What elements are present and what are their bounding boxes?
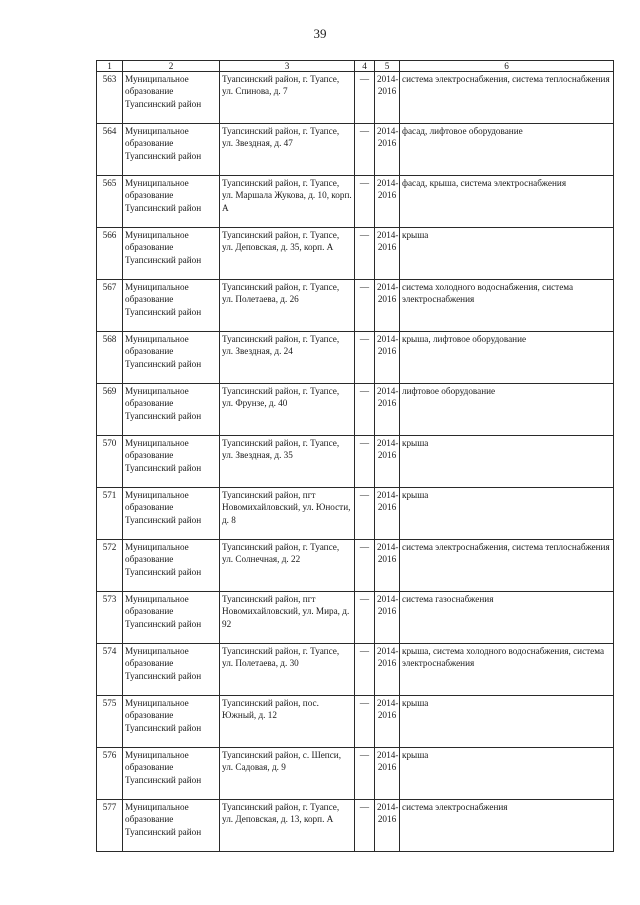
dash-cell: — [355, 540, 375, 592]
municipality-cell: Муниципальное образование Туапсинский район [123, 800, 220, 852]
municipality-cell: Муниципальное образование Туапсинский район [123, 488, 220, 540]
period-cell: 2014-2016 [375, 228, 400, 280]
housing-repair-table [96, 60, 614, 852]
works-cell: крыша [400, 488, 614, 540]
municipality-cell: Муниципальное образование Туапсинский район [123, 280, 220, 332]
row-number: 576 [97, 748, 123, 800]
dash-cell: — [355, 280, 375, 332]
works-cell: лифтовое оборудование [400, 384, 614, 436]
works-cell: система холодного водоснабжения, система электроснабжения [400, 280, 614, 332]
dash-cell: — [355, 228, 375, 280]
column-header: 2 [123, 61, 220, 72]
address-cell: Туапсинский район, пгт Новомихайловский, ул. Мира, д. 92 [220, 592, 355, 644]
table-row [97, 644, 614, 696]
table-body [97, 72, 614, 852]
period-cell: 2014-2016 [375, 644, 400, 696]
municipality-cell: Муниципальное образование Туапсинский район [123, 436, 220, 488]
municipality-cell: Муниципальное образование Туапсинский район [123, 384, 220, 436]
address-cell: Туапсинский район, г. Туапсе, ул. Спинова, д. 7 [220, 72, 355, 124]
period-cell: 2014-2016 [375, 280, 400, 332]
dash-cell: — [355, 592, 375, 644]
address-cell: Туапсинский район, г. Туапсе, ул. Деповская, д. 13, корп. А [220, 800, 355, 852]
column-header: 3 [220, 61, 355, 72]
works-cell: фасад, лифтовое оборудование [400, 124, 614, 176]
row-number: 572 [97, 540, 123, 592]
table-row [97, 72, 614, 124]
works-cell: крыша [400, 436, 614, 488]
table-row [97, 540, 614, 592]
municipality-cell: Муниципальное образование Туапсинский район [123, 124, 220, 176]
address-cell: Туапсинский район, г. Туапсе, ул. Маршала Жукова, д. 10, корп. А [220, 176, 355, 228]
table-row [97, 696, 614, 748]
table-row [97, 384, 614, 436]
address-cell: Туапсинский район, пос. Южный, д. 12 [220, 696, 355, 748]
dash-cell: — [355, 384, 375, 436]
municipality-cell: Муниципальное образование Туапсинский район [123, 332, 220, 384]
works-cell: система газоснабжения [400, 592, 614, 644]
works-cell: крыша [400, 696, 614, 748]
row-number: 574 [97, 644, 123, 696]
address-cell: Туапсинский район, с. Шепси, ул. Садовая, д. 9 [220, 748, 355, 800]
municipality-cell: Муниципальное образование Туапсинский район [123, 72, 220, 124]
period-cell: 2014-2016 [375, 748, 400, 800]
row-number: 573 [97, 592, 123, 644]
period-cell: 2014-2016 [375, 384, 400, 436]
row-number: 570 [97, 436, 123, 488]
dash-cell: — [355, 644, 375, 696]
dash-cell: — [355, 72, 375, 124]
row-number: 567 [97, 280, 123, 332]
period-cell: 2014-2016 [375, 592, 400, 644]
address-cell: Туапсинский район, г. Туапсе, ул. Звездная, д. 35 [220, 436, 355, 488]
works-cell: крыша [400, 228, 614, 280]
address-cell: Туапсинский район, г. Туапсе, ул. Солнечная, д. 22 [220, 540, 355, 592]
municipality-cell: Муниципальное образование Туапсинский район [123, 748, 220, 800]
table-row [97, 124, 614, 176]
dash-cell: — [355, 488, 375, 540]
row-number: 571 [97, 488, 123, 540]
address-cell: Туапсинский район, г. Туапсе, ул. Звездная, д. 47 [220, 124, 355, 176]
row-number: 566 [97, 228, 123, 280]
works-cell: фасад, крыша, система электроснабжения [400, 176, 614, 228]
address-cell: Туапсинский район, г. Туапсе, ул. Звездная, д. 24 [220, 332, 355, 384]
address-cell: Туапсинский район, г. Туапсе, ул. Полетаева, д. 30 [220, 644, 355, 696]
works-cell: система электроснабжения, система теплоснабжения [400, 540, 614, 592]
works-cell: система электроснабжения [400, 800, 614, 852]
column-header: 6 [400, 61, 614, 72]
address-cell: Туапсинский район, пгт Новомихайловский, ул. Юности, д. 8 [220, 488, 355, 540]
address-cell: Туапсинский район, г. Туапсе, ул. Полетаева, д. 26 [220, 280, 355, 332]
municipality-cell: Муниципальное образование Туапсинский район [123, 644, 220, 696]
period-cell: 2014-2016 [375, 332, 400, 384]
row-number: 577 [97, 800, 123, 852]
dash-cell: — [355, 124, 375, 176]
dash-cell: — [355, 696, 375, 748]
dash-cell: — [355, 748, 375, 800]
row-number: 563 [97, 72, 123, 124]
period-cell: 2014-2016 [375, 436, 400, 488]
column-header: 5 [375, 61, 400, 72]
table-row [97, 488, 614, 540]
address-cell: Туапсинский район, г. Туапсе, ул. Фрунзе, д. 40 [220, 384, 355, 436]
row-number: 568 [97, 332, 123, 384]
table-row [97, 280, 614, 332]
row-number: 569 [97, 384, 123, 436]
row-number: 565 [97, 176, 123, 228]
works-cell: крыша, лифтовое оборудование [400, 332, 614, 384]
works-cell: крыша [400, 748, 614, 800]
period-cell: 2014-2016 [375, 72, 400, 124]
works-cell: система электроснабжения, система теплоснабжения [400, 72, 614, 124]
municipality-cell: Муниципальное образование Туапсинский район [123, 592, 220, 644]
address-cell: Туапсинский район, г. Туапсе, ул. Деповская, д. 35, корп. А [220, 228, 355, 280]
table-row [97, 592, 614, 644]
table-row [97, 436, 614, 488]
municipality-cell: Муниципальное образование Туапсинский район [123, 540, 220, 592]
table-row [97, 228, 614, 280]
municipality-cell: Муниципальное образование Туапсинский район [123, 696, 220, 748]
period-cell: 2014-2016 [375, 124, 400, 176]
dash-cell: — [355, 800, 375, 852]
row-number: 564 [97, 124, 123, 176]
period-cell: 2014-2016 [375, 488, 400, 540]
works-cell: крыша, система холодного водоснабжения, система электроснабжения [400, 644, 614, 696]
table-header-row [97, 61, 614, 72]
period-cell: 2014-2016 [375, 800, 400, 852]
table-row [97, 176, 614, 228]
column-header: 1 [97, 61, 123, 72]
dash-cell: — [355, 176, 375, 228]
column-header: 4 [355, 61, 375, 72]
municipality-cell: Муниципальное образование Туапсинский район [123, 176, 220, 228]
period-cell: 2014-2016 [375, 176, 400, 228]
table-row [97, 748, 614, 800]
dash-cell: — [355, 436, 375, 488]
row-number: 575 [97, 696, 123, 748]
dash-cell: — [355, 332, 375, 384]
period-cell: 2014-2016 [375, 540, 400, 592]
table-row [97, 800, 614, 852]
municipality-cell: Муниципальное образование Туапсинский район [123, 228, 220, 280]
period-cell: 2014-2016 [375, 696, 400, 748]
table-row [97, 332, 614, 384]
page-number: 39 [313, 26, 327, 41]
